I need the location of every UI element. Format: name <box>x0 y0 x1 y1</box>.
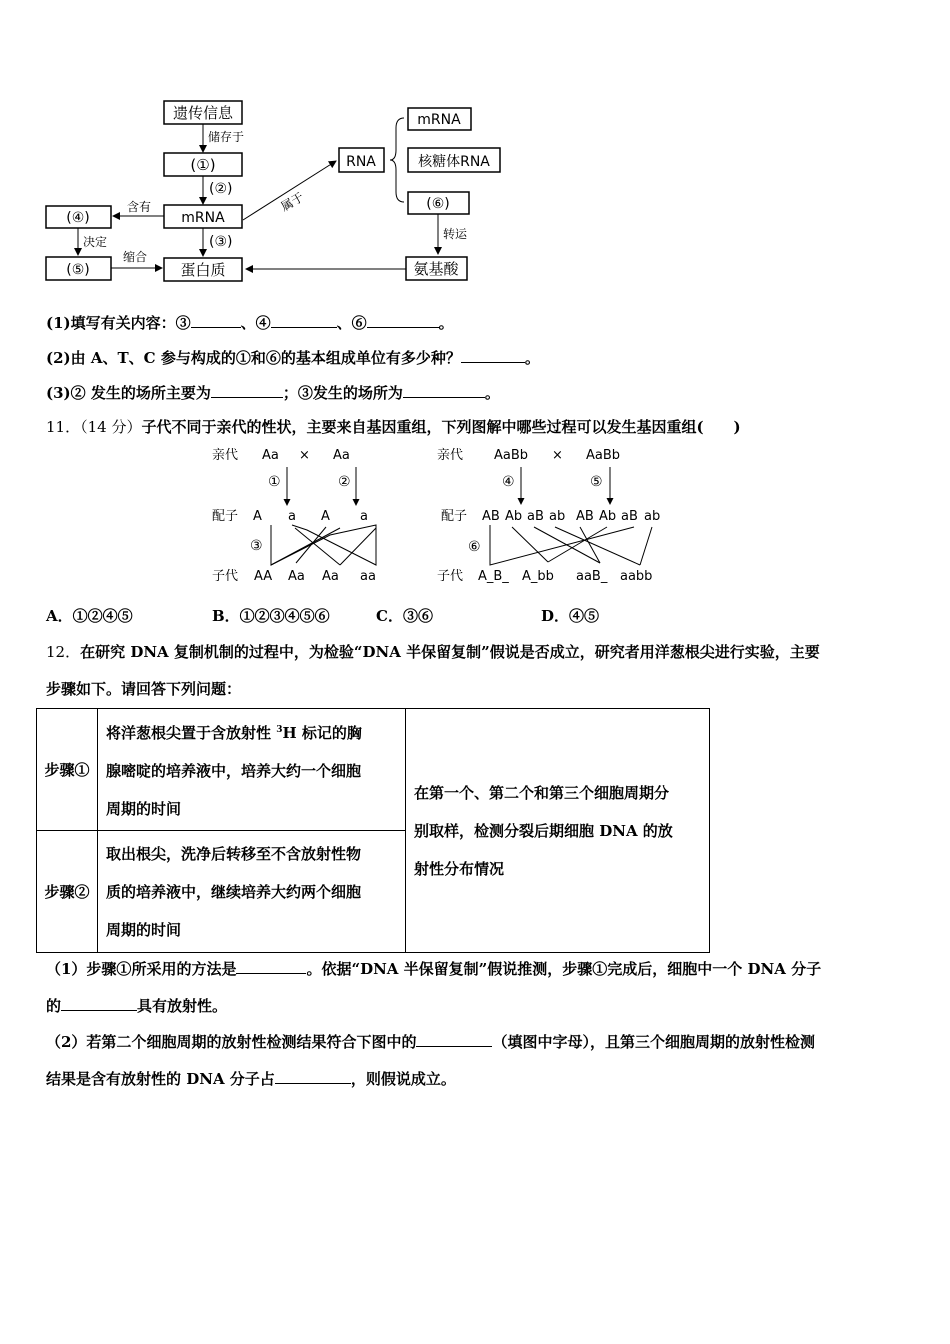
box-2-label: (②) <box>209 181 233 197</box>
option-c[interactable]: C．③⑥ <box>376 607 433 625</box>
box-3-label: (③) <box>209 234 233 250</box>
right-gamete: AB <box>576 509 594 524</box>
option-b[interactable]: B．①②③④⑤⑥ <box>212 607 330 625</box>
left-gamete: A <box>321 509 330 524</box>
left-gamete: A <box>253 509 262 524</box>
right-gamete: AB <box>482 509 500 524</box>
q10-part1: (1)填写有关内容：③ 、④ 、⑥ 。 <box>46 314 454 332</box>
left-offspring: Aa <box>322 569 339 584</box>
left-step-2: ② <box>338 474 351 490</box>
box-4-label: (④) <box>66 210 90 226</box>
left-parent-label: 亲代 <box>212 448 239 463</box>
box-1-label: (①) <box>190 156 216 174</box>
determines-label: 决定 <box>83 235 108 249</box>
right-gamete: ab <box>549 509 566 524</box>
left-offspring: AA <box>254 569 273 584</box>
q12-stem-line2: 步骤如下。请回答下列问题： <box>46 680 242 698</box>
right-step-5: ⑤ <box>590 474 603 490</box>
rna-label: RNA <box>346 154 376 170</box>
left-parent-2: Aa <box>333 448 350 463</box>
left-cross: × <box>299 448 310 463</box>
answer-blank[interactable] <box>416 1032 492 1047</box>
contains-label: 含有 <box>127 200 152 214</box>
right-parent-2: AaBb <box>586 448 621 463</box>
left-offspring: Aa <box>288 569 305 584</box>
right-gamete: Ab <box>599 509 617 524</box>
left-gamete-label: 配子 <box>212 509 239 524</box>
left-offspring-label: 子代 <box>212 569 239 584</box>
left-gamete: a <box>288 509 296 524</box>
right-offspring: aaB_ <box>576 569 608 584</box>
right-gamete: aB <box>527 509 544 524</box>
right-gamete: ab <box>644 509 661 524</box>
belongs-to-label: 属于 <box>278 189 307 214</box>
answer-blank[interactable] <box>61 996 137 1011</box>
q12-sub2-line2: 结果是含有放射性的 DNA 分子占 ，则假说成立。 <box>46 1070 456 1088</box>
right-offspring: A_B_ <box>478 569 509 584</box>
genetic-info-label: 遗传信息 <box>172 104 234 122</box>
left-offspring: aa <box>360 569 376 584</box>
step-1-desc: 将洋葱根尖置于含放射性 $^3$H 标记的胸 腺嘧啶的培养液中，培养大约一个细胞 周期的时间 <box>98 709 406 831</box>
left-step-1: ① <box>268 474 281 490</box>
rna-mrna-label: mRNA <box>417 112 461 128</box>
right-offspring: A_bb <box>522 569 554 584</box>
box-6-label: (⑥) <box>426 196 450 212</box>
q10-part3: (3)② 发生的场所主要为 ；③发生的场所为 。 <box>46 384 500 402</box>
protein-label: 蛋白质 <box>180 261 226 279</box>
right-gamete-label: 配子 <box>441 509 468 524</box>
answer-blank[interactable] <box>275 1069 351 1084</box>
right-offspring: aabb <box>620 569 653 584</box>
condense-label: 缩合 <box>123 250 148 264</box>
q12-sub2-line1: （2）若第二个细胞周期的放射性检测结果符合下图中的 （填图中字母），且第三个细胞周期的放射性检测 <box>46 1033 815 1051</box>
recombination-diagram <box>0 0 950 600</box>
right-gamete: Ab <box>505 509 523 524</box>
sampling-desc: 在第一个、第二个和第三个细胞周期分 别取样，检测分裂后期细胞 DNA 的放 射性分布情况 <box>406 709 710 953</box>
q12-sub1-line2: 的 具有放射性。 <box>46 997 228 1015</box>
step-1-label: 步骤① <box>37 709 98 831</box>
transport-label: 转运 <box>443 227 468 241</box>
option-d[interactable]: D．④⑤ <box>541 607 600 625</box>
left-parent-1: Aa <box>262 448 279 463</box>
experiment-steps-table <box>36 708 710 953</box>
right-step-4: ④ <box>502 474 515 490</box>
right-gamete: aB <box>621 509 638 524</box>
right-step-6: ⑥ <box>468 539 481 555</box>
amino-acid-label: 氨基酸 <box>413 260 459 278</box>
step-2-desc: 取出根尖，洗净后转移至不含放射性物 质的培养液中，继续培养大约两个细胞 周期的时间 <box>98 831 406 953</box>
left-gamete: a <box>360 509 368 524</box>
right-parent-label: 亲代 <box>437 448 464 463</box>
left-step-3: ③ <box>250 538 263 554</box>
box-5-label: (⑤) <box>66 262 90 278</box>
right-cross: × <box>552 448 563 463</box>
mrna-label: mRNA <box>181 210 225 226</box>
right-offspring-label: 子代 <box>437 569 464 584</box>
step-2-label: 步骤② <box>37 831 98 953</box>
answer-blank[interactable] <box>236 959 306 974</box>
q12-stem-line1: 12．在研究 DNA 复制机制的过程中，为检验“DNA 半保留复制”假说是否成立，研究者用洋葱根尖进行实验，主要 <box>46 643 820 661</box>
q12-sub1-line1: （1）步骤①所采用的方法是 。依据“DNA 半保留复制”假说推测，步骤①完成后，细胞中一个 DNA 分子 <box>46 960 822 978</box>
option-a[interactable]: A．①②④⑤ <box>46 607 133 625</box>
right-parent-1: AaBb <box>494 448 529 463</box>
q11-stem: 11．（14 分）子代不同于亲代的性状，主要来自基因重组，下列图解中哪些过程可以发生基因重组( ) <box>46 418 741 436</box>
stored-in-label: 储存于 <box>208 130 245 144</box>
rrna-label: 核糖体RNA <box>418 154 490 170</box>
q10-part2: (2)由 A、T、C 参与构成的①和⑥的基本组成单位有多少种？ 。 <box>46 349 540 367</box>
